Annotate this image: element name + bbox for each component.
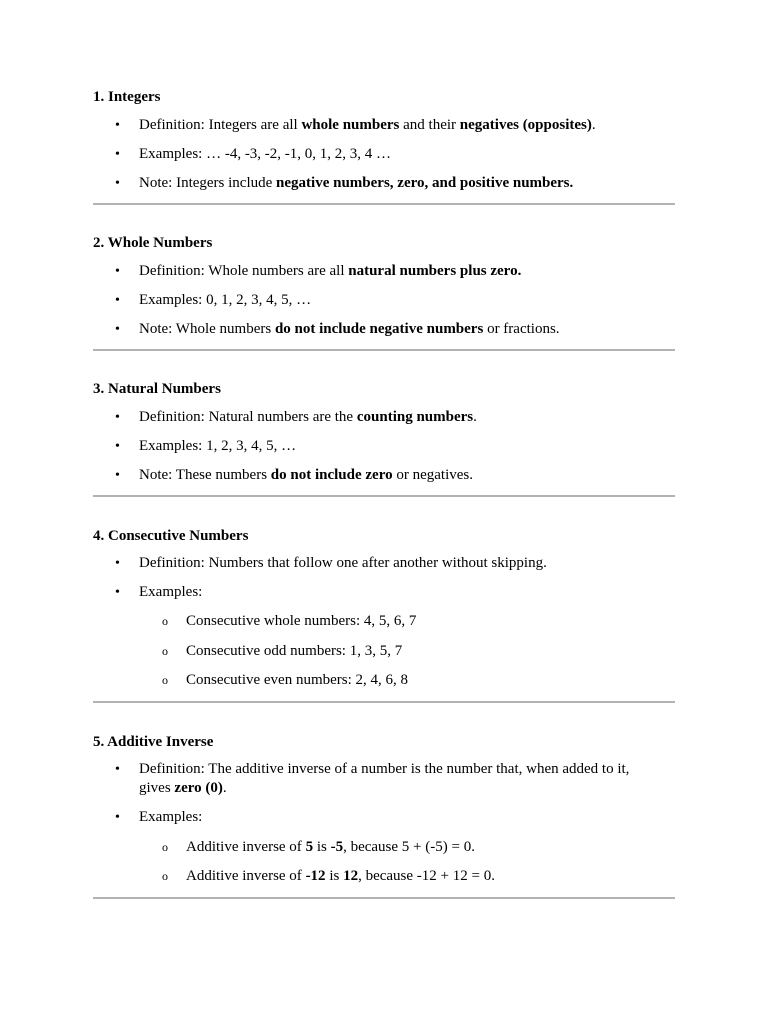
circle-bullet-icon: o	[162, 840, 168, 854]
circle-bullet-icon: o	[162, 869, 168, 883]
circle-bullet-icon: o	[162, 644, 168, 658]
bullet-icon: •	[115, 118, 120, 133]
circle-bullet-icon: o	[162, 614, 168, 628]
bullet-icon: •	[115, 556, 120, 571]
bullet-icon: •	[115, 439, 120, 454]
bullet-icon: •	[115, 293, 120, 308]
bullet-icon: •	[115, 762, 120, 777]
section-integers: 1. Integers • Definition: Integers are all whole numbers and their negatives (opposites). • Examples: … -4, -3, -2, -1, 0, 1, 2, 3, 4 … • Note: Integers include negative numbers, zero, and positive numbers.	[93, 88, 675, 106]
section-divider	[93, 701, 675, 703]
section-heading: 5. Additive Inverse	[93, 734, 214, 750]
bullet-icon: •	[115, 176, 120, 191]
circle-bullet-icon: o	[162, 673, 168, 687]
section-divider	[93, 349, 675, 351]
section-heading: 4. Consecutive Numbers	[93, 528, 249, 544]
section-divider	[93, 495, 675, 497]
bullet-icon: •	[115, 410, 120, 425]
section-natural-numbers: 3. Natural Numbers • Definition: Natural numbers are the counting numbers. • Examples: 1, 2, 3, 4, 5, … • Note: These numbers do not include zero or negatives.	[93, 380, 675, 398]
bullet-icon: •	[115, 810, 120, 825]
section-additive-inverse: 5. Additive Inverse • Definition: The additive inverse of a number is the number that, when added to it, gives zero (0). • Examples: o Additive inverse of 5 is -5, because 5 + (-5) = 0. o Additive inverse of -12 is 12, because -12 + 12 = 0.	[93, 733, 675, 751]
section-divider	[93, 203, 675, 205]
section-whole-numbers: 2. Whole Numbers • Definition: Whole numbers are all natural numbers plus zero. • Examples: 0, 1, 2, 3, 4, 5, … • Note: Whole numbers do not include negative numbers or fractions.	[93, 234, 675, 252]
bullet-icon: •	[115, 147, 120, 162]
section-consecutive-numbers: 4. Consecutive Numbers • Definition: Numbers that follow one after another without skipping. • Examples: o Consecutive whole numbers: 4, 5, 6, 7 o Consecutive odd numbers: 1, 3, 5, 7 o Consecutive even numbers: 2, 4, 6, 8	[93, 527, 675, 545]
bullet-icon: •	[115, 264, 120, 279]
bullet-icon: •	[115, 468, 120, 483]
bullet-icon: •	[115, 585, 120, 600]
section-heading: 1. Integers	[93, 89, 161, 105]
section-divider	[93, 897, 675, 899]
section-heading: 3. Natural Numbers	[93, 381, 221, 397]
bullet-icon: •	[115, 322, 120, 337]
section-heading: 2. Whole Numbers	[93, 235, 213, 251]
